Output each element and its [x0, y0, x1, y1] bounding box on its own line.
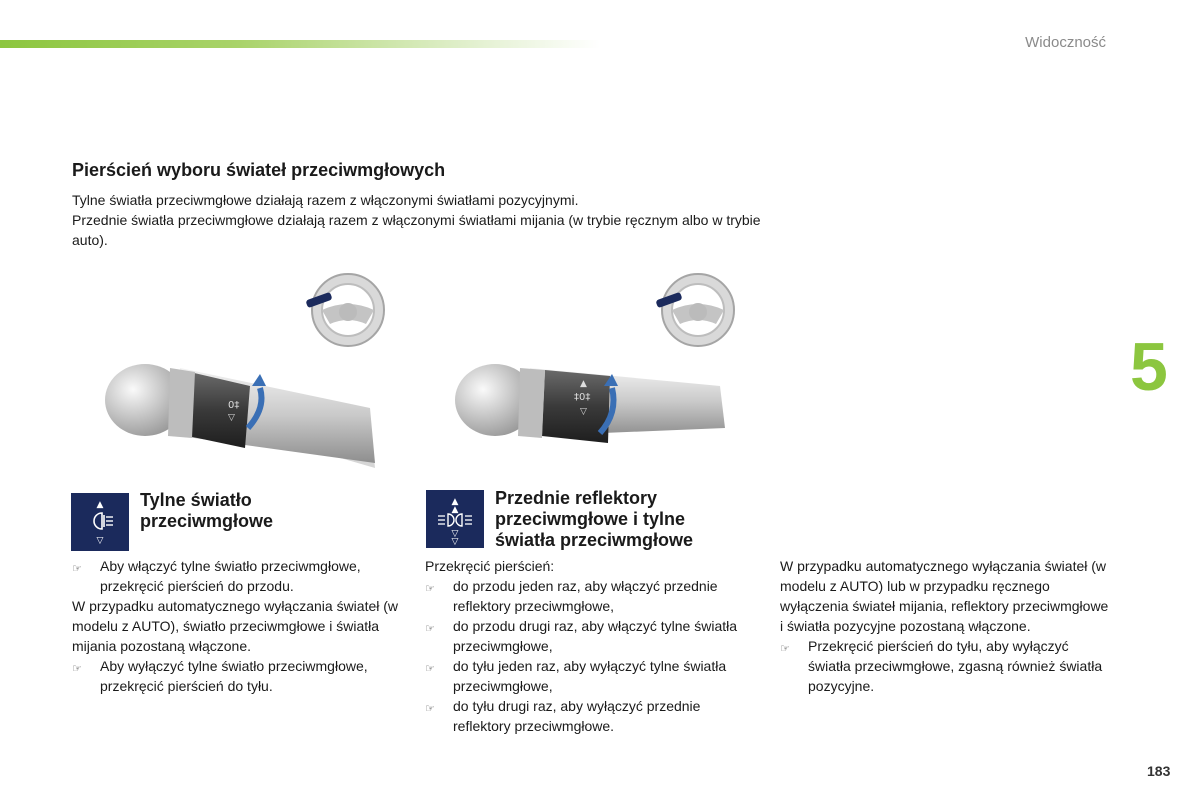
intro-paragraph: Przednie światła przeciwmgłowe działają razem z włączonymi światłami mijania (w trybie ręcznym albo w trybie auto).: [72, 212, 761, 248]
steering-wheel-icon: [305, 274, 384, 346]
col2-title-line: światła przeciwmgłowe: [495, 530, 694, 550]
svg-text:▲: ▲: [451, 497, 459, 507]
list-item: ☞ do przodu jeden raz, aby włączyć przednie reflektory przeciwmgłowe,: [425, 578, 718, 614]
svg-text:‡0‡: ‡0‡: [574, 392, 591, 403]
svg-text:▽: ▽: [96, 536, 104, 546]
bullet-icon: ☞: [780, 643, 790, 655]
rear-fog-light-icon: [71, 493, 129, 551]
col3-body: [780, 556, 1110, 696]
bullet-icon: ☞: [425, 663, 435, 675]
header-accent-bar: [0, 40, 600, 48]
svg-text:▲: ▲: [96, 500, 104, 510]
col1-title-line: Tylne światło: [140, 490, 252, 510]
col2-title-line: przeciwmgłowe i tylne: [495, 509, 686, 529]
svg-text:▽: ▽: [580, 407, 587, 417]
paragraph: W przypadku automatycznego wyłączania świateł (w modelu z AUTO) lub w przypadku ręcznego wyłączenia świateł mijania, reflektory przeciwmgłowe i światła pozycyjne pozostaną włączone.: [780, 558, 1109, 634]
svg-text:▽: ▽: [451, 537, 459, 547]
list-item: ☞ Aby włączyć tylne światło przeciwmgłowe, przekręcić pierścień do przodu.: [72, 558, 361, 594]
list-item: ☞ do przodu drugi raz, aby włączyć tylne światła przeciwmgłowe,: [425, 618, 738, 654]
svg-text:0‡: 0‡: [228, 400, 240, 411]
figure-stalk-rear-fog: [100, 268, 400, 478]
list-item: ☞ do tyłu jeden raz, aby wyłączyć tylne światła przeciwmgłowe,: [425, 658, 727, 694]
bullet-icon: ☞: [425, 623, 435, 635]
chapter-number: 5: [1130, 329, 1168, 405]
svg-text:▽: ▽: [228, 413, 235, 423]
col1-title-line: przeciwmgłowe: [140, 511, 274, 531]
list-item: ☞ Aby wyłączyć tylne światło przeciwmgłowe, przekręcić pierścień do tyłu.: [72, 658, 368, 694]
paragraph: W przypadku automatycznego wyłączania świateł (w modelu z AUTO), światło przeciwmgłowe i światła mijania pozostaną włączone.: [72, 598, 399, 654]
bullet-icon: ☞: [72, 563, 82, 575]
svg-text:▲: ▲: [580, 379, 587, 389]
front-rear-fog-light-icon: [426, 490, 484, 548]
page-number: 183: [1147, 763, 1171, 779]
chapter-title: Widoczność: [1025, 34, 1106, 51]
svg-text:▲: ▲: [451, 505, 459, 515]
paragraph: Przekręcić pierścień:: [425, 558, 555, 574]
list-item: ☞ Przekręcić pierścień do tyłu, aby wyłączyć światła przeciwmgłowe, zgasną również światła pozycyjne.: [780, 638, 1103, 694]
svg-text:▽: ▽: [451, 529, 459, 539]
section-title: Pierścień wyboru świateł przeciwmgłowych: [72, 160, 446, 180]
col2-body: [425, 556, 755, 736]
col1-body: [72, 556, 402, 696]
section-intro: [72, 190, 762, 250]
bullet-icon: ☞: [425, 703, 435, 715]
bullet-icon: ☞: [72, 663, 82, 675]
col2-title-line: Przednie reflektory: [495, 488, 658, 508]
figure-stalk-front-rear-fog: [450, 268, 750, 478]
steering-wheel-icon: [655, 274, 734, 346]
col1-title: [140, 490, 273, 532]
col2-title: [495, 488, 693, 551]
intro-paragraph: Tylne światła przeciwmgłowe działają razem z włączonymi światłami pozycyjnymi.: [72, 192, 579, 208]
list-item: ☞ do tyłu drugi raz, aby wyłączyć przednie reflektory przeciwmgłowe.: [425, 698, 701, 734]
bullet-icon: ☞: [425, 583, 435, 595]
